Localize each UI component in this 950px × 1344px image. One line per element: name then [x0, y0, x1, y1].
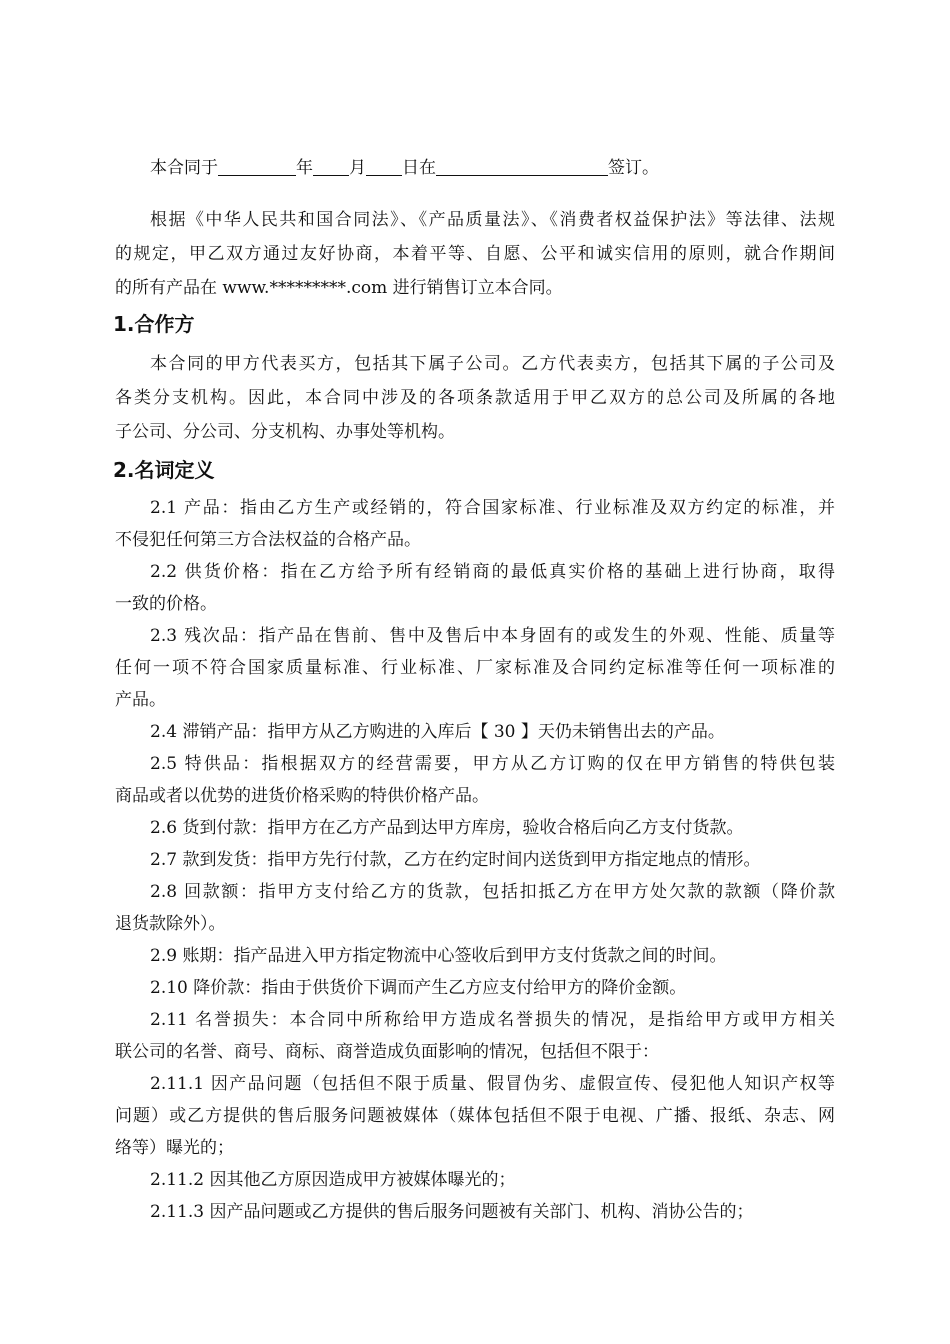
place-blank[interactable]: [436, 157, 608, 176]
year-blank[interactable]: [218, 157, 296, 176]
definition-line: 2.9 账期：指产品进入甲方指定物流中心签收后到甲方支付货款之间的时间。: [150, 946, 727, 966]
definition-line: 2.4 滞销产品：指甲方从乙方购进的入库后【 30 】天仍未销售出去的产品。: [150, 722, 725, 742]
definition-line: 2.7 款到发货：指甲方先行付款，乙方在约定时间内送货到甲方指定地点的情形。: [150, 850, 761, 870]
preamble-line: 的所有产品在 www.*********.com 进行销售订立本合同。: [115, 278, 563, 298]
sign-suffix: 签订。: [608, 158, 659, 178]
section-1-line: 各类分支机构。因此，本合同中涉及的各项条款适用于甲乙双方的总公司及所属的各地: [115, 388, 835, 408]
definition-line: 退货款除外）。: [115, 914, 226, 934]
day-blank[interactable]: [366, 157, 402, 176]
definition-line: 2.3 残次品：指产品在售前、售中及售后中本身固有的或发生的外观、性能、质量等: [150, 626, 835, 646]
definition-line: 一致的价格。: [115, 594, 217, 614]
definition-line: 不侵犯任何第三方合法权益的合格产品。: [115, 530, 421, 550]
preamble-line: 的规定，甲乙双方通过友好协商，本着平等、自愿、公平和诚实信用的原则，就合作期间: [115, 244, 835, 264]
section-1-title: 1.合作方: [113, 312, 195, 336]
section-1-line: 子公司、分公司、分支机构、办事处等机构。: [115, 422, 455, 442]
signing-line: [150, 156, 710, 180]
sign-year: 年: [296, 158, 313, 178]
definition-line: 2.11.1 因产品问题（包括但不限于质量、假冒伪劣、虚假宣传、侵犯他人知识产权等: [150, 1074, 835, 1094]
definition-line: 任何一项不符合国家质量标准、行业标准、厂家标准及合同约定标准等任何一项标准的: [115, 658, 835, 678]
preamble-line: 根据《中华人民共和国合同法》、《产品质量法》、《消费者权益保护法》等法律、法规: [150, 210, 835, 230]
definition-line: 2.11.2 因其他乙方原因造成甲方被媒体曝光的；: [150, 1170, 516, 1190]
sign-day: 日在: [402, 158, 436, 178]
definition-line: 2.8 回款额：指甲方支付给乙方的货款，包括扣抵乙方在甲方处欠款的款额（降价款: [150, 882, 835, 902]
section-2-title: 2.名词定义: [113, 458, 215, 482]
definition-line: 2.5 特供品：指根据双方的经营需要，甲方从乙方订购的仅在甲方销售的特供包装: [150, 754, 835, 774]
definition-line: 2.2 供货价格：指在乙方给予所有经销商的最低真实价格的基础上进行协商，取得: [150, 562, 835, 582]
definition-line: 2.11 名誉损失：本合同中所称给甲方造成名誉损失的情况，是指给甲方或甲方相关: [150, 1010, 835, 1030]
sign-month: 月: [349, 158, 366, 178]
definition-line: 2.1 产品：指由乙方生产或经销的，符合国家标准、行业标准及双方约定的标准，并: [150, 498, 835, 518]
definition-line: 络等）曝光的；: [115, 1138, 234, 1158]
definition-line: 产品。: [115, 690, 166, 710]
definition-line: 问题）或乙方提供的售后服务问题被媒体（媒体包括但不限于电视、广播、报纸、杂志、网: [115, 1106, 835, 1126]
definition-line: 2.6 货到付款：指甲方在乙方产品到达甲方库房，验收合格后向乙方支付货款。: [150, 818, 744, 838]
sign-prefix: 本合同于: [150, 158, 218, 178]
month-blank[interactable]: [313, 157, 349, 176]
section-1-line: 本合同的甲方代表买方，包括其下属子公司。乙方代表卖方，包括其下属的子公司及: [150, 354, 835, 374]
definition-line: 商品或者以优势的进货价格采购的特供价格产品。: [115, 786, 489, 806]
definition-line: 2.10 降价款：指由于供货价下调而产生乙方应支付给甲方的降价金额。: [150, 978, 687, 998]
definition-line: 联公司的名誉、商号、商标、商誉造成负面影响的情况，包括但不限于：: [115, 1042, 659, 1062]
definition-line: 2.11.3 因产品问题或乙方提供的售后服务问题被有关部门、机构、消协公告的；: [150, 1202, 754, 1222]
